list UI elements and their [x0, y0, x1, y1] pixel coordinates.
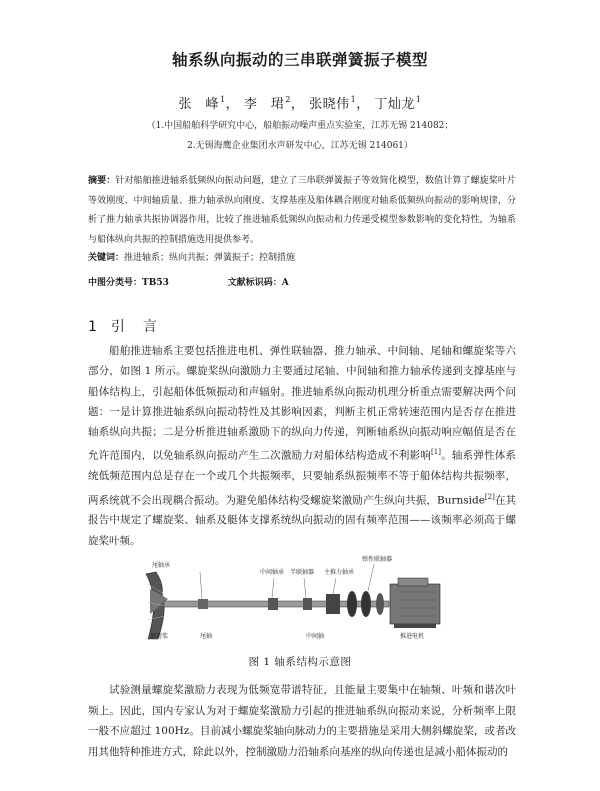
doc-code-label: 文献标识码：	[227, 278, 282, 288]
section-number: 1	[88, 319, 99, 335]
keywords-label: 关键词：	[88, 253, 125, 263]
figure-caption: 图 1 轴系结构示意图	[248, 656, 352, 668]
figure-label: 螺旋桨	[150, 633, 169, 640]
keywords-text: 推进轴系；纵向共振；弹簧振子；控制措施	[124, 253, 296, 263]
affiliation-1: （1.中国船舶科学研究中心，船舶振动噪声重点实验室，江苏无锡 214082；	[146, 121, 454, 131]
author-affiliation-mark: 2	[285, 95, 291, 104]
section-heading	[88, 316, 159, 336]
affiliation-2: 2.无锡海鹰企业集团水声研发中心，江苏无锡 214061）	[187, 141, 413, 151]
figure-label: 弹性联轴器	[362, 556, 393, 563]
author-list	[0, 93, 600, 112]
author-affiliation-mark: 1	[350, 95, 357, 104]
intro-text-3: 在其报告中规定了螺旋桨、轴系及艇体支撑系统纵向振动的固有频率范围——该频率必须高于螺旋桨叶频。	[88, 494, 516, 547]
figure-label: 主推力轴承	[324, 569, 355, 576]
author-name: 李 珺	[243, 97, 285, 112]
citation-ref: [1]	[431, 448, 441, 457]
figure-label: 中间轴	[306, 633, 325, 640]
motor-drawing	[390, 578, 440, 628]
classification	[88, 275, 289, 288]
author-name: 丁灿龙	[374, 97, 415, 112]
shaft-system-figure	[138, 554, 458, 653]
intro-text-1: 船舶推进轴系主要包括推进电机、弹性联轴器、推力轴承、中间轴、尾轴和螺旋桨等六部分，如图 1 所示。螺旋桨纵向激励力主要通过尾轴、中间轴和推力轴承传递到支撑基座与船体结构上，引起船体低频振动和声辐射。推进轴系纵向振动机理分析重点需要解决两个问题：一是计算推进轴系纵向振动特性及其影响因素，判断主机正常转速范围内是否存在推进轴系纵向共振；二是分析推进轴系激励下的纵向力传递，判断轴系纵向振动响应幅值是否在允许范围内，以免轴系纵向振动产生二次激励力对船体结构造成不利影响	[88, 345, 516, 462]
figure-label: 半联轴器	[290, 569, 315, 576]
abstract	[88, 172, 516, 250]
section-title: 引 言	[110, 319, 159, 335]
author-name: 张晓伟	[309, 97, 350, 112]
class-value: TB53	[142, 278, 169, 288]
author-separator: ，	[356, 97, 370, 112]
figure-label: 尾轴	[200, 633, 213, 640]
author-affiliation-mark: 1	[220, 95, 226, 104]
author-name: 张 峰	[178, 97, 220, 112]
abstract-text: 针对船舶推进轴系低频纵向振动问题，建立了三串联弹簧振子等效简化模型，数值计算了螺旋桨叶片等效刚度、中间轴质量、推力轴承纵向刚度、支撑基座及船体耦合刚度对轴系低频纵向振动的影响规律，分析了推力轴承共振协调器作用，比较了推进轴系低频纵向振动和力传递受模型参数影响的变化特性，为轴系与船体纵向共振的控制措施选用提供参考。	[88, 176, 516, 245]
author-separator: ，	[225, 97, 240, 112]
author-separator: ，	[290, 97, 305, 112]
figure-label: 推进电机	[400, 633, 425, 640]
intro-text-2: 。轴系弹性体系统低频范围内总是存在一个或几个共振频率，只要轴系纵振频率不等于船体结构共振频率，两系统就不会出现耦合振动。为避免船体结构受螺旋桨激励产生纵向共振，Burnside	[88, 449, 517, 507]
shaft-diagram	[138, 554, 458, 649]
abstract-label: 摘要：	[88, 176, 116, 186]
paper-title: 轴系纵向振动的三串联弹簧振子模型	[171, 51, 428, 69]
author-affiliation-mark: 1	[415, 95, 422, 104]
body-paragraph: 试验测量螺旋桨激励力表现为低频宽带谱特征，且能量主要集中在轴频、叶频和谐次叶频上。因此，国内专家认为对于螺旋桨激励力引起的推进轴系纵向振动来说，分析频率上限一般不应超过 100Hz。目前减小螺旋桨轴向脉动力的主要措施是采用大侧斜螺旋桨，或者改用其他特种推进方式，除此以外，控制激励力沿轴系向基座的纵向传递也是减小船体振动的	[88, 684, 516, 758]
intro-paragraph	[88, 341, 516, 551]
thrust-bearing-drawing	[326, 594, 340, 614]
keywords	[88, 250, 295, 263]
citation-ref: [2]	[484, 492, 495, 501]
doc-code-value: A	[281, 278, 289, 288]
figure-label: 尾轴承	[152, 562, 171, 569]
class-label: 中图分类号：	[88, 278, 143, 288]
figure-label: 中间轴承	[260, 569, 285, 576]
